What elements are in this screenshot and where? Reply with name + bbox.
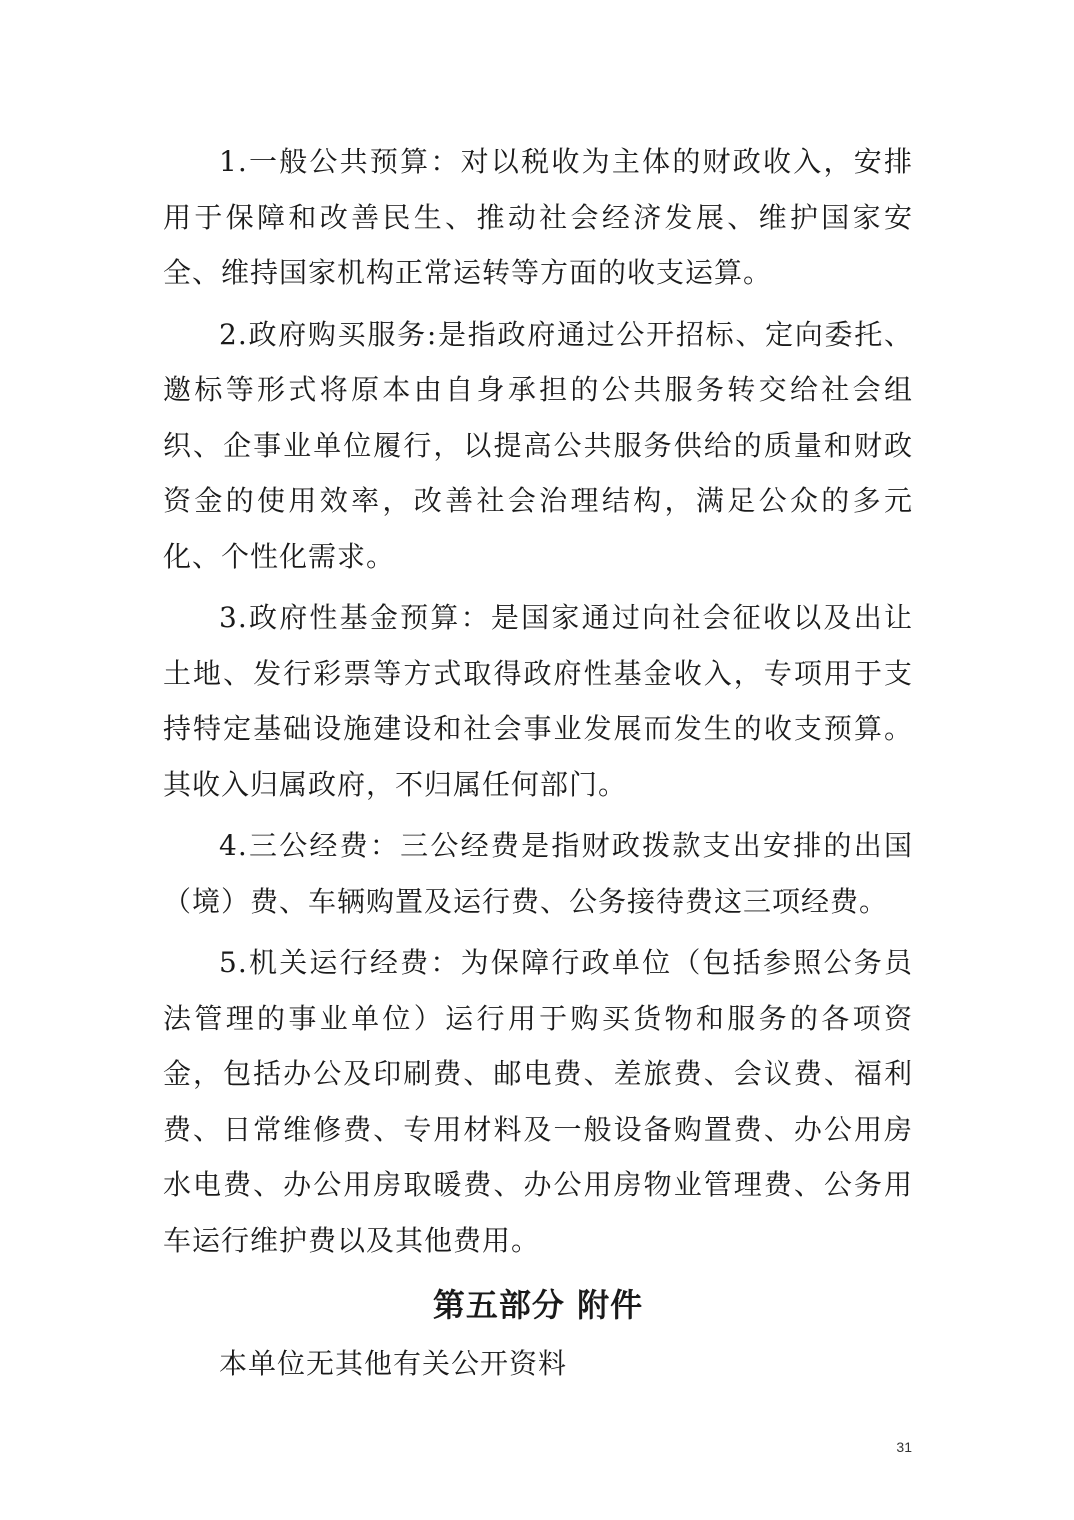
- paragraph-agency-operating-expenses: 5.机关运行经费：为保障行政单位（包括参照公务员法管理的事业单位）运行用于购买货物和服务的各项资金，包括办公及印刷费、邮电费、差旅费、会议费、福利费、日常维修费、专用材料及一般设备购置费、办公用房水电费、办公用房取暖费、办公用房物业管理费、公务用车运行维护费以及其他费用。: [163, 946, 913, 1257]
- paragraph-general-public-budget: 1.一般公共预算：对以税收为主体的财政收入，安排用于保障和改善民生、推动社会经济发展、维护国家安全、维持国家机构正常运转等方面的收支运算。: [163, 145, 913, 289]
- paragraph-government-purchase-services: 2.政府购买服务:是指政府通过公开招标、定向委托、邀标等形式将原本由自身承担的公共服务转交给社会组织、企事业单位履行，以提高公共服务供给的质量和财政资金的使用效率，改善社会治理结构，满足公众的多元化、个性化需求。: [163, 317, 913, 573]
- page-content: [163, 134, 913, 1391]
- attachment-note: 本单位无其他有关公开资料: [219, 1347, 568, 1380]
- section-title: 第五部分 附件: [432, 1286, 644, 1324]
- paragraph-three-public-expenses: 4.三公经费：三公经费是指财政拨款支出安排的出国（境）费、车辆购置及运行费、公务接待费这三项经费。: [163, 829, 913, 918]
- paragraph-government-fund-budget: 3.政府性基金预算：是国家通过向社会征收以及出让土地、发行彩票等方式取得政府性基金收入，专项用于支持特定基础设施建设和社会事业发展而发生的收支预算。其收入归属政府，不归属任何部门。: [163, 601, 913, 801]
- page-number: 31: [896, 1439, 912, 1455]
